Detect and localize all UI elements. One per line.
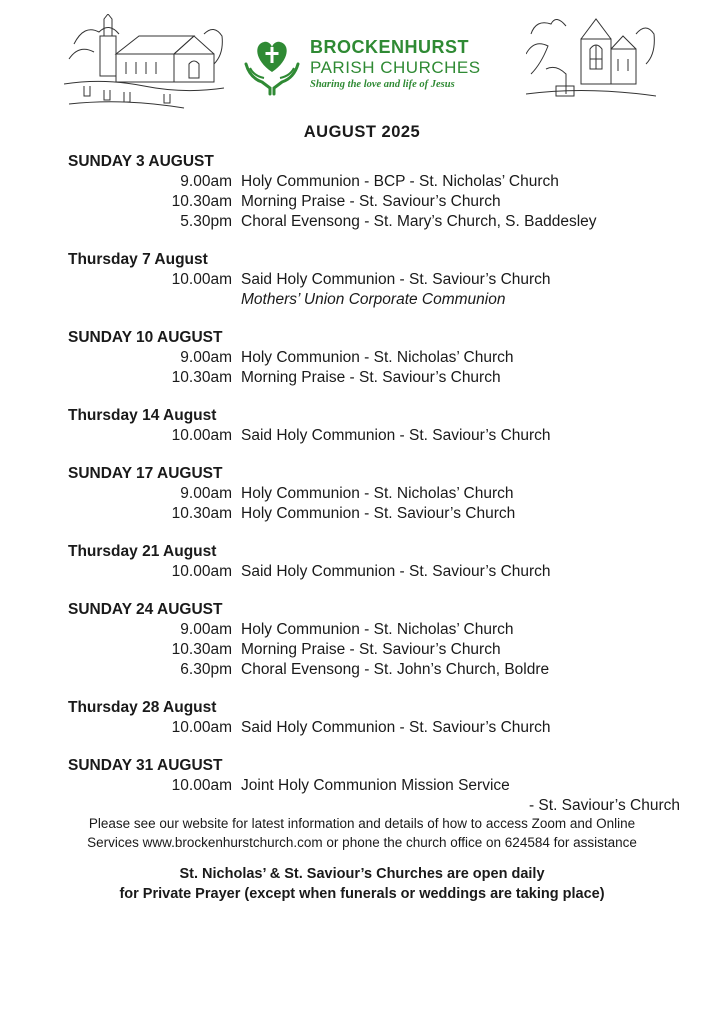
service-row <box>68 620 688 640</box>
day-heading: SUNDAY 31 AUGUST <box>68 757 223 774</box>
service-time: 10.00am <box>171 563 232 580</box>
day-heading: SUNDAY 3 AUGUST <box>68 153 214 170</box>
service-row <box>68 504 688 524</box>
service-description: Choral Evensong - St. John’s Church, Boldre <box>241 661 550 678</box>
day-heading: SUNDAY 17 AUGUST <box>68 465 223 482</box>
day-section <box>68 698 688 738</box>
service-description: Said Holy Communion - St. Saviour’s Church <box>241 719 551 736</box>
day-heading: Thursday 14 August <box>68 407 217 424</box>
service-time: 9.00am <box>180 349 232 366</box>
service-time: 9.00am <box>180 621 232 638</box>
day-section <box>68 250 688 310</box>
info-text <box>0 814 724 852</box>
day-heading: SUNDAY 10 AUGUST <box>68 329 223 346</box>
service-time: 10.00am <box>171 271 232 288</box>
opening-line: St. Nicholas’ & St. Saviour’s Churches are open daily <box>179 866 545 882</box>
service-time: 10.30am <box>171 193 232 210</box>
service-description: Holy Communion - St. Nicholas’ Church <box>241 349 514 366</box>
day-heading: Thursday 7 August <box>68 251 208 268</box>
service-row <box>68 212 688 232</box>
page-title: AUGUST 2025 <box>303 123 421 141</box>
service-description: Said Holy Communion - St. Saviour’s Church <box>241 271 551 288</box>
service-description: Choral Evensong - St. Mary’s Church, S. Baddesley <box>241 213 597 230</box>
service-time: 6.30pm <box>180 661 232 678</box>
service-description: Said Holy Communion - St. Saviour’s Church <box>241 563 551 580</box>
service-row <box>68 660 688 680</box>
day-section <box>68 328 688 388</box>
service-time: 5.30pm <box>180 213 232 230</box>
logo-text <box>310 36 481 92</box>
service-row <box>68 426 688 446</box>
service-description: Said Holy Communion - St. Saviour’s Church <box>241 427 551 444</box>
day-section <box>68 542 688 582</box>
service-time: 10.30am <box>171 505 232 522</box>
service-schedule <box>68 152 688 834</box>
service-description: Holy Communion - St. Saviour’s Church <box>241 505 516 522</box>
service-time: 10.30am <box>171 369 232 386</box>
service-row <box>68 368 688 388</box>
service-description: Holy Communion - BCP - St. Nicholas’ Church <box>241 173 559 190</box>
day-heading: Thursday 21 August <box>68 543 217 560</box>
service-description: Morning Praise - St. Saviour’s Church <box>241 641 501 658</box>
day-section <box>68 152 688 232</box>
service-description: Joint Holy Communion Mission Service <box>241 777 510 794</box>
day-section <box>68 756 688 816</box>
opening-notice <box>0 864 724 904</box>
opening-line: for Private Prayer (except when funerals or weddings are taking place) <box>119 886 605 902</box>
service-description: Morning Praise - St. Saviour’s Church <box>241 193 501 210</box>
service-time: 9.00am <box>180 485 232 502</box>
heart-cross-hands-icon <box>240 34 304 98</box>
service-row <box>68 640 688 660</box>
service-row <box>68 776 688 796</box>
service-time: 9.00am <box>180 173 232 190</box>
service-description: Mothers’ Union Corporate Communion <box>241 291 506 308</box>
service-row <box>68 172 688 192</box>
service-row <box>68 562 688 582</box>
church-sketch-icon <box>526 14 656 104</box>
service-description-continuation: - St. Saviour’s Church <box>528 797 680 814</box>
service-row <box>68 484 688 504</box>
church-sketch-icon <box>64 14 224 114</box>
service-row <box>68 270 688 290</box>
info-line: Services www.brockenhurstchurch.com or phone the church office on 624584 for assistance <box>87 835 637 850</box>
service-row <box>68 192 688 212</box>
brand-tagline: Sharing the love and life of Jesus <box>310 79 455 90</box>
service-row <box>68 348 688 368</box>
service-description: Holy Communion - St. Nicholas’ Church <box>241 621 514 638</box>
day-heading: SUNDAY 24 AUGUST <box>68 601 223 618</box>
day-section <box>68 406 688 446</box>
day-section <box>68 600 688 680</box>
service-time: 10.30am <box>171 641 232 658</box>
brand-title: BROCKENHURST <box>310 37 469 57</box>
service-row <box>68 290 688 310</box>
service-time: 10.00am <box>171 427 232 444</box>
day-section <box>68 464 688 524</box>
info-line: Please see our website for latest information and details of how to access Zoom and Online <box>88 816 636 831</box>
logo <box>240 34 490 106</box>
header <box>0 10 724 110</box>
day-heading: Thursday 28 August <box>68 699 217 716</box>
service-row <box>68 718 688 738</box>
service-row <box>68 796 688 816</box>
service-description: Morning Praise - St. Saviour’s Church <box>241 369 501 386</box>
brand-subtitle: PARISH CHURCHES <box>310 58 481 77</box>
service-time: 10.00am <box>171 777 232 794</box>
service-description: Holy Communion - St. Nicholas’ Church <box>241 485 514 502</box>
service-time: 10.00am <box>171 719 232 736</box>
